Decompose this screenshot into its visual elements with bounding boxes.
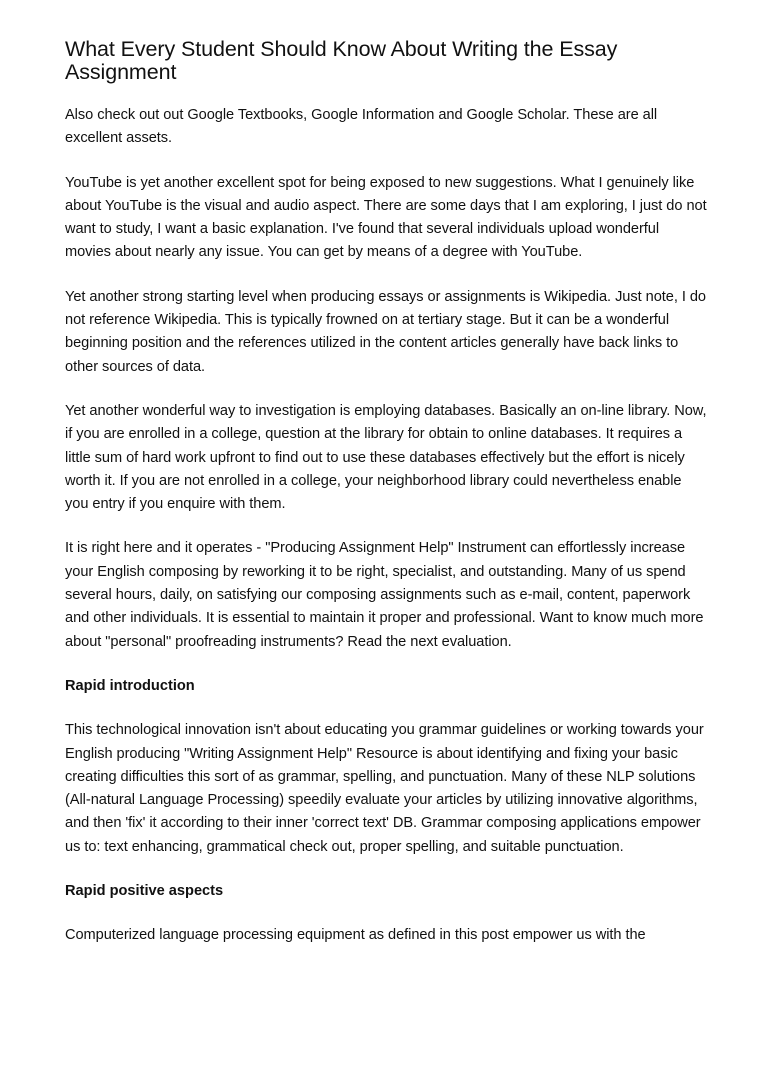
document-page (65, 38, 707, 969)
paragraph-wikipedia: Yet another strong starting level when producing essays or assignments is Wikipedia. Just note, I do not reference Wikipedia. This is typically frowned on at tertiary stage. But it can be a wonderful beginning position and the references utilized in the content articles generally have back links to other sources of data. (65, 288, 706, 375)
section-heading-rapid-positive-aspects: Rapid positive aspects (65, 883, 224, 900)
paragraph-rapid-introduction: This technological innovation isn't about educating you grammar guidelines or working towards your English producing "Writing Assignment Help" Resource is about identifying and fixing your basic creating difficulties this sort of as grammar, spelling, and punctuation. Many of these NLP solutions (All-natural Language Processing) speedily evaluate your articles by utilizing innovative algorithms, and then 'fix' it according to their inner 'correct text' DB. Grammar composing applications empower us to: text enhancing, grammatical check out, proper spelling, and suitable punctuation. (65, 722, 704, 855)
paragraph-databases: Yet another wonderful way to investigation is employing databases. Basically an on-line library. Now, if you are enrolled in a college, question at the library for obtain to online databases. It requires a little sum of hard work upfront to find out to use these databases effectively but the effort is nicely worth it. If you are not enrolled in a college, your neighborhood library could nevertheless enable you entry if you enquire with them. (65, 402, 707, 513)
section-heading-rapid-introduction: Rapid introduction (65, 677, 195, 694)
paragraph-rapid-positive-aspects: Computerized language processing equipment as defined in this post empower us with the (65, 927, 646, 944)
paragraph-google-resources: Also check out out Google Textbooks, Google Information and Google Scholar. These are all excellent assets. (65, 107, 658, 147)
document-title: What Every Student Should Know About Writing the Essay Assignment (65, 37, 618, 84)
paragraph-assignment-help: It is right here and it operates - "Producing Assignment Help" Instrument can effortlessly increase your English composing by reworking it to be right, specialist, and outstanding. Many of us spend several hours, daily, on satisfying our composing assignments such as e-mail, content, paperwork and other individuals. It is essential to maintain it proper and professional. Want to know much more about "personal" proofreading instruments? Read the next evaluation. (65, 540, 704, 650)
paragraph-youtube: YouTube is yet another excellent spot for being exposed to new suggestions. What I genuinely like about YouTube is the visual and audio aspect. There are some days that I am exploring, I just do not want to study, I want a basic explanation. I've found that several individuals upload wonderful movies about nearly any issue. You can get by means of a degree with YouTube. (65, 174, 707, 261)
